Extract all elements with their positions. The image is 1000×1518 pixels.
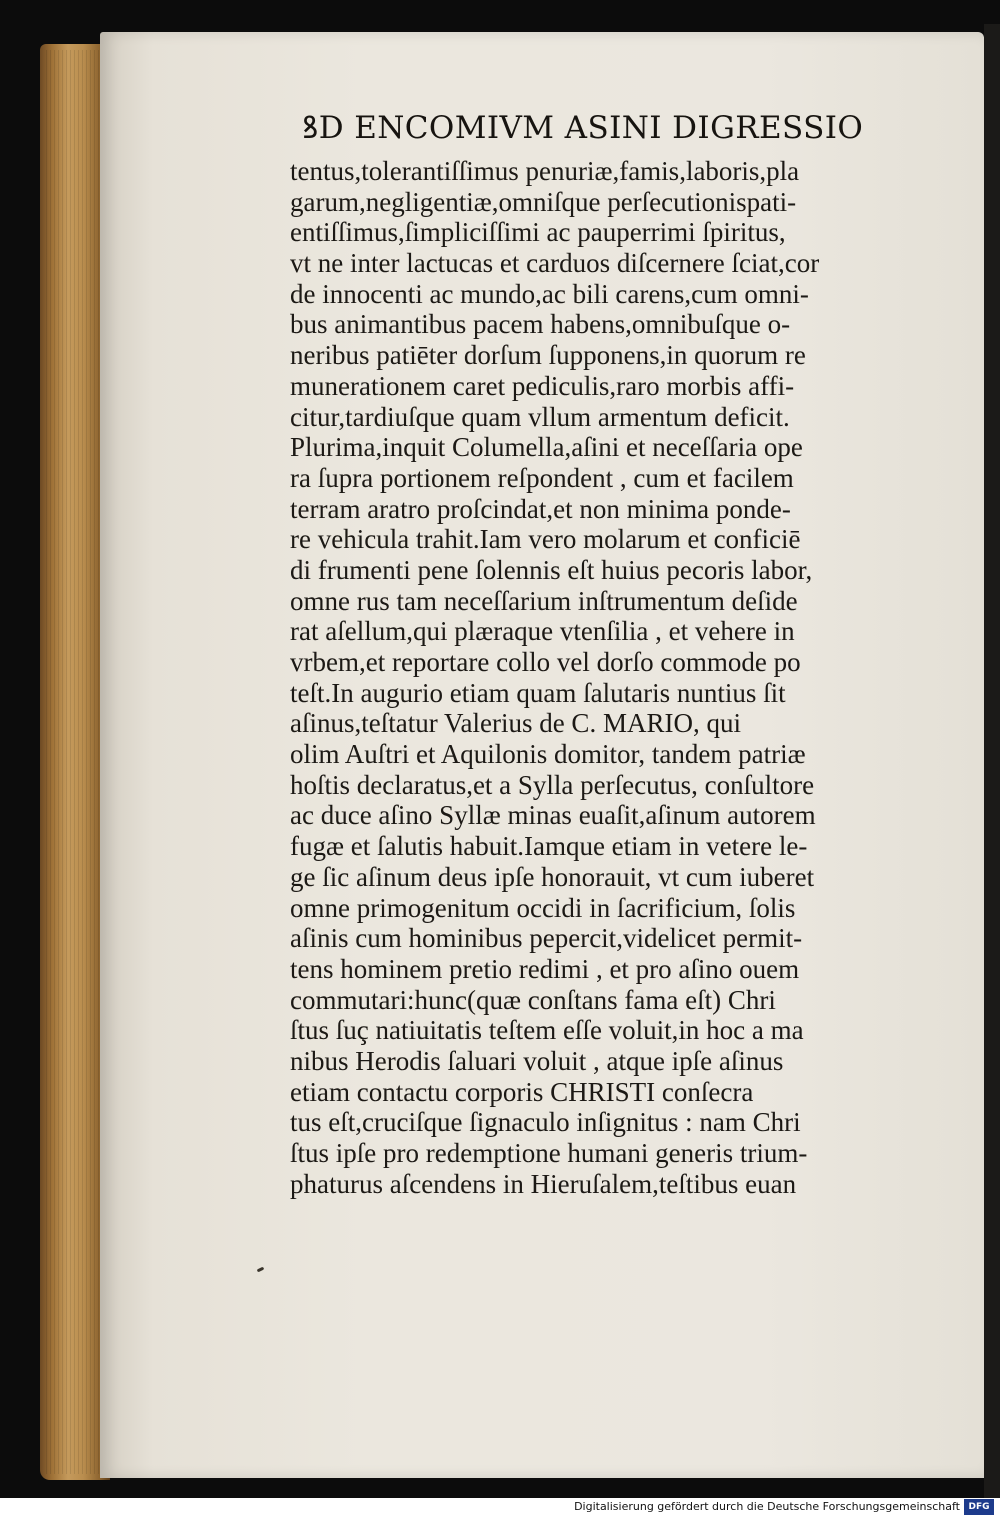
- text-line: ra ſupra portionem reſpondent , cum et facilem: [290, 462, 794, 493]
- text-line: rat aſellum,qui plæraque vtenſilia , et vehere in: [290, 616, 795, 647]
- text-line: de innocenti ac mundo,ac bili carens,cum omni-: [290, 278, 809, 309]
- text-line: omne primogenitum occidi in ſacrificium, ſolis: [290, 892, 796, 923]
- text-line: olim Auſtri et Aquilonis domitor, tandem patriæ: [290, 739, 806, 770]
- text-line: tus eſt,cruciſque ſignaculo inſignitus : nam Chri: [290, 1107, 801, 1138]
- text-line: ſtus ſuç natiuitatis teſtem eſſe voluit,in hoc a ma: [290, 1015, 804, 1046]
- text-line: nibus Herodis ſaluari voluit , atque ipſe aſinus: [290, 1045, 784, 1076]
- text-line: ac duce aſino Syllæ minas euaſit,aſinum autorem: [290, 800, 816, 831]
- body-text: [290, 156, 954, 1199]
- footer-bar: [0, 1498, 1000, 1518]
- funding-attribution: Digitalisierung gefördert durch die Deutsche Forschungsgemeinschaft: [574, 1500, 960, 1513]
- text-line: neribus patiēter dorſum ſupponens,in quorum re: [290, 340, 806, 371]
- text-line: garum,negligentiæ,omniſque perſecutionispati-: [290, 186, 797, 217]
- text-line: vrbem,et reportare collo vel dorſo commode po: [290, 647, 801, 677]
- text-line: omne rus tam neceſſarium inſtrumentum deſide: [290, 585, 798, 616]
- text-line: hoſtis declaratus,et a Sylla perſecutus, conſultore: [290, 769, 815, 800]
- text-line: terram aratro proſcindat,et non minima ponde-: [290, 493, 791, 524]
- text-line: bus animantibus pacem habens,omnibuſque o-: [290, 309, 791, 340]
- text-line: aſinus,teſtatur Valerius de C. MARIO, qui: [290, 708, 741, 739]
- dfg-logo-icon: DFG: [964, 1499, 994, 1515]
- text-line: etiam contactu corporis CHRISTI conſecra: [290, 1076, 754, 1107]
- text-line: tentus,tolerantiſſimus penuriæ,famis,laboris,pla: [290, 156, 800, 186]
- text-line: di frumenti pene ſolennis eſt huius pecoris labor,: [290, 554, 813, 585]
- book-edge-lines: [46, 50, 102, 1474]
- text-line: entiſſimus,ſimpliciſſimi ac pauperrimi ſpiritus,: [290, 217, 786, 248]
- text-line: re vehicula trahit.Iam vero molarum et conficiē: [290, 524, 801, 555]
- text-line: phaturus aſcendens in Hieruſalem,teſtibus euan: [290, 1168, 797, 1199]
- text-line: commutari:hunc(quæ conſtans fama eſt) Chri: [290, 984, 776, 1015]
- text-line: ge ſic aſinum deus ipſe honorauit, vt cum iuberet: [290, 861, 815, 892]
- text-line: tens hominem pretio redimi , et pro aſino ouem: [290, 953, 800, 984]
- text-line: fugæ et ſalutis habuit.Iamque etiam in vetere le-: [290, 831, 808, 862]
- text-line: citur,tardiuſque quam vllum armentum deficit.: [290, 401, 790, 432]
- text-line: aſinis cum hominibus pepercit,videlicet permit-: [290, 923, 803, 954]
- text-line: munerationem caret pediculis,raro morbis affi-: [290, 370, 795, 401]
- text-line: teſt.In augurio etiam quam ſalutaris nuntius ſit: [290, 677, 786, 708]
- text-line: vt ne inter lactucas et carduos diſcernere ſciat,cor: [290, 248, 820, 279]
- facing-page-shadow: [984, 24, 1000, 1498]
- text-line: ſtus ipſe pro redemptione humani generis trium-: [290, 1138, 808, 1168]
- running-header: ꝸD ENCOMIVM ASINI DIGRESSIO: [302, 110, 864, 146]
- text-line: Plurima,inquit Columella,aſini et neceſſaria ope: [290, 432, 803, 463]
